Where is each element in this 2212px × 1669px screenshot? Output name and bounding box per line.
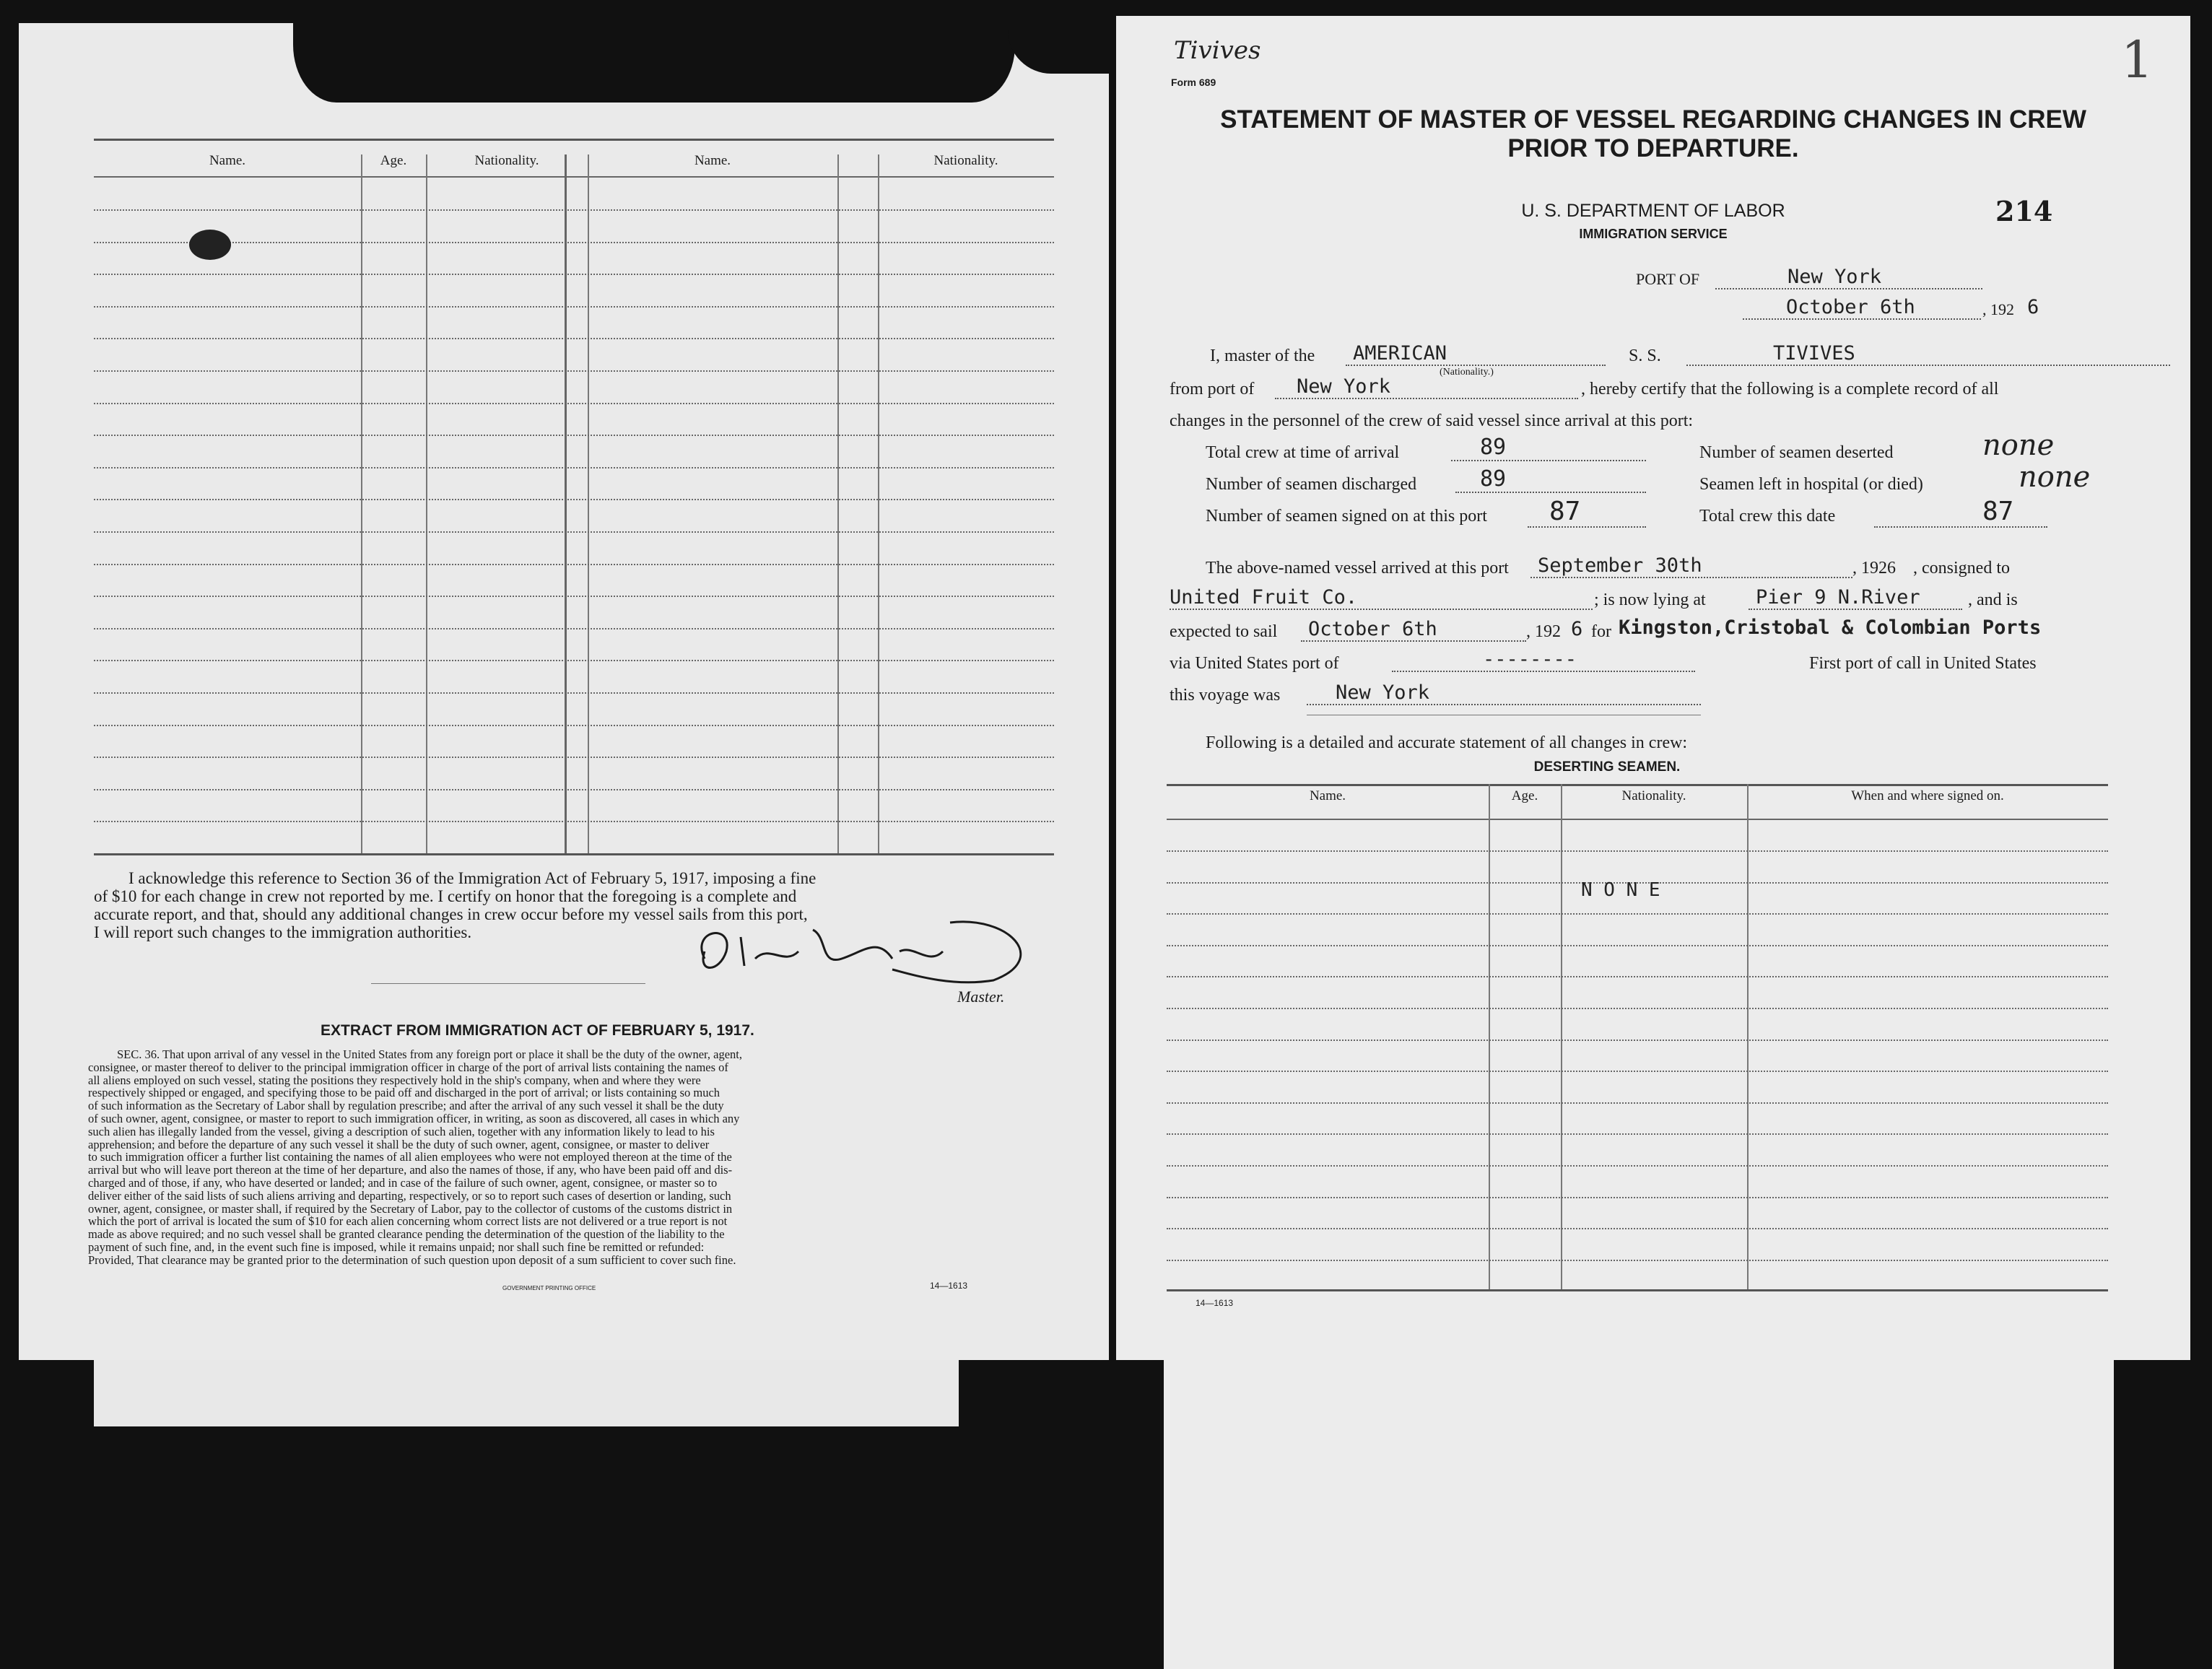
table-row [94,499,1054,500]
form-title [1116,105,2190,163]
title-line: PRIOR TO DEPARTURE. [1507,134,1799,162]
year-prefix: , 192 [1982,300,2014,318]
title-line: STATEMENT OF MASTER OF VESSEL REGARDING CHANGES IN CREW [1220,105,2086,134]
ack-line: of $10 for each change in crew not reported by me. I certify on honor that the foregoing is a complete and [94,887,797,905]
table-row [94,209,1054,211]
hospital-value: none [2019,461,2091,494]
nationality-caption: (Nationality.) [1440,367,1494,378]
and-is: , and is [1968,591,2018,609]
extract-line: such alien has illegally landed from the vessel, giving a description of such alien, together with any information likely to lead to his [88,1124,715,1138]
master-of-label: I, master of the [1210,347,1315,365]
col-divider [878,154,879,853]
handwritten-note: Tivives [1174,36,1261,65]
changes-text: changes in the personnel of the crew of said vessel since arrival at this port: [1170,411,1694,430]
extract-line: payment of such fine, and, in the event such fine is imposed, while it remains unpaid; nor shall such fine be remitted or refunded: [88,1239,705,1254]
table-row [94,403,1054,404]
table-row [1167,1133,2108,1135]
extract-line: consignee, or master thereof to deliver to the principal immigration officer in charge of the port of arrival lists containing the names of [88,1060,728,1074]
extract-line: of such information as the Secretary of Labor shall by regulation prescribe; and after the arrival of any such vessel it shall be the duty [88,1099,724,1113]
extract-line: SEC. 36. That upon arrival of any vessel in the United States from any foreign port or place it shall be the duty of the owner, agent, [117,1047,742,1061]
arrived-value: September 30th [1530,554,1852,578]
from-port-label: from port of [1170,380,1255,398]
via-label: via United States port of [1170,654,1339,673]
via-value: -------- [1392,648,1695,672]
extract-line: owner, agent, consignee, or master shall, if required by the Secretary of Labor, pay to the collector of customs of the customs district in [88,1201,733,1216]
extract-text [88,1048,742,1267]
table-row [94,789,1054,790]
col-divider [361,154,362,853]
table-row [94,725,1054,726]
deserting-table-top [1167,784,2108,786]
col-nationality: Nationality. [474,153,539,168]
extract-line: all aliens employed on such vessel, stating the positions they respectively hold in the ship's company, when and where they were [88,1073,701,1087]
table-row [94,628,1054,629]
table-row [1167,1008,2108,1009]
table-row [94,338,1054,339]
col-divider [1561,784,1562,1289]
col-name: Name. [1309,788,1346,803]
header-rule [94,176,1054,178]
none-entry: N O N E [1581,879,1660,901]
consigned-label: , consigned to [1913,559,2010,578]
torn-edge-right [1008,23,1109,74]
table-row [94,821,1054,822]
table-row [1167,1071,2108,1072]
col-name: Name. [209,153,246,168]
port-value: New York [1715,266,1982,289]
table-row [1167,976,2108,977]
form-number: Form 689 [1171,77,1216,88]
arrived-year: , 1926 [1852,559,1896,578]
total-crew-date-label: Total crew this date [1699,507,1836,526]
total-crew-arrival-label: Total crew at time of arrival [1206,443,1400,462]
pier-value: Pier 9 N.River [1749,586,1962,610]
ink-blot [189,230,231,260]
extract-line: to such immigration officer a further list containing the names of all alien employees who were not employed thereon at the time of the [88,1150,732,1164]
col-signed-on: When and where signed on. [1851,788,2004,803]
table-row [94,531,1054,533]
ss-label: S. S. [1629,347,1661,365]
table-row [94,757,1054,758]
table-row [94,596,1054,597]
deserting-header-rule [1167,819,2108,820]
consignee-value: United Fruit Co. [1170,586,1593,610]
sail-year-digit: 6 [1571,618,1583,640]
extract-line: arrival but who will leave port thereon at the time of her departure, and also the names of those, if any, who have been paid off and dis- [88,1163,733,1177]
table-row [94,274,1054,275]
total-crew-arrival-value: 89 [1451,435,1646,461]
col-name-2: Name. [694,153,731,168]
nationality-value: AMERICAN [1346,342,1606,366]
from-port-value: New York [1275,375,1578,399]
col-divider [837,154,839,853]
extract-line: which the port of arrival is located the sum of $10 for each alien concerning whom correct lists are not delivered or a true report is not [88,1214,728,1229]
signed-on-value: 87 [1528,497,1646,528]
year-digit: 6 [2027,296,2039,318]
col-divider [588,154,589,853]
first-port-label: First port of call in United States [1809,654,2037,673]
col-nationality-2: Nationality. [933,153,998,168]
col-age: Age. [380,153,407,168]
table-row [1167,1165,2108,1167]
for-label: for [1591,622,1611,641]
sail-date-value: October 6th [1301,618,1526,642]
col-divider [565,154,567,853]
table-row [1167,913,2108,915]
extract-line: deliver either of the said lists of such aliens arriving and departing, respectively, or so to report such cases of desertion or landing, such [88,1188,731,1203]
table-row [94,306,1054,308]
date-value: October 6th [1743,296,1981,320]
col-age: Age. [1511,788,1538,803]
left-page [19,23,1109,1360]
voyage-label: this voyage was [1170,686,1281,705]
deserting-table-bottom [1167,1289,2108,1291]
ack-line: I will report such changes to the immigration authorities. [94,923,472,941]
department: U. S. DEPARTMENT OF LABOR [1521,201,1785,221]
table-row [1167,1260,2108,1261]
torn-edge [293,23,1015,103]
table-row [1167,1040,2108,1041]
table-row [94,660,1054,661]
table-top-rule [94,139,1054,141]
total-crew-date-value: 87 [1874,497,2047,528]
expected-label: expected to sail [1170,622,1278,641]
master-signature [676,908,1044,988]
table-row [1167,1197,2108,1198]
signed-on-label: Number of seamen signed on at this port [1206,507,1487,526]
sail-year-prefix: , 192 [1526,622,1561,641]
deserting-title: DESERTING SEAMEN. [1533,759,1681,775]
table-row [94,370,1054,372]
extract-line: of such owner, agent, consignee, or master to report to such immigration officer, in writing, as soon as discovered, all cases in which any [88,1111,740,1125]
left-page-underside [94,1360,959,1426]
table-row [94,564,1054,565]
arrived-label: The above-named vessel arrived at this port [1206,559,1509,578]
printer-mark: GOVERNMENT PRINTING OFFICE [502,1285,596,1291]
table-row [1167,850,2108,852]
page-mark: 1 [2121,30,2154,90]
master-label: Master. [957,988,1005,1006]
table-row [1167,1102,2108,1104]
table-row [94,242,1054,243]
deserted-value: none [1982,429,2055,462]
extract-line: respectively shipped or engaged, and specifying those to be paid off and discharged in the port of arrival; or lists containing so much [88,1086,720,1100]
table-row [1167,945,2108,946]
extract-title: EXTRACT FROM IMMIGRATION ACT OF FEBRUARY 5, 1917. [321,1022,754,1039]
hospital-label: Seamen left in hospital (or died) [1699,475,1923,494]
table-row [1167,1228,2108,1229]
table-row [94,435,1054,436]
extract-line: apprehension; and before the departure of any such vessel it shall be the duty of such owner, agent, consignee, or master to deliver [88,1137,710,1151]
table-bottom-rule [94,853,1054,855]
extract-line: charged and of those, if any, who have deserted or landed; and in case of the failure of such owner, agent, consignee, or master so to [88,1175,718,1190]
certify-text: , hereby certify that the following is a complete record of all [1581,380,1999,398]
col-divider [426,154,427,853]
deserted-label: Number of seamen deserted [1699,443,1894,462]
service: IMMIGRATION SERVICE [1579,227,1728,241]
port-label: PORT OF [1636,270,1700,288]
ship-name: TIVIVES [1686,342,2170,366]
extract-line: made as above required; and no such vessel shall be granted clearance pending the determination of the question of the liability to the [88,1227,725,1242]
right-page-underside [1164,1360,2114,1669]
ack-line: accurate report, and that, should any additional changes in crew occur before my vessel sails from this port, [94,905,808,923]
lying-label: ; is now lying at [1594,591,1706,609]
discharged-label: Number of seamen discharged [1206,475,1417,494]
document-number: 214 [1995,195,2053,227]
form-code-left: 14—1613 [930,1281,968,1291]
right-page [1116,16,2190,1360]
discharged-value: 89 [1455,466,1646,493]
following-text: Following is a detailed and accurate statement of all changes in crew: [1206,733,1688,752]
form-code-right: 14—1613 [1196,1298,1234,1308]
table-row [94,692,1054,694]
col-divider [1747,784,1749,1289]
ack-line: I acknowledge this reference to Section 36 of the Immigration Act of February 5, 1917, imposing a fine [129,869,817,887]
table-row [94,467,1054,469]
col-divider [1489,784,1490,1289]
voyage-value: New York [1307,681,1701,705]
date-line [371,983,645,984]
destination-value: Kingston,Cristobal & Colombian Ports [1619,616,2042,639]
col-nationality: Nationality. [1621,788,1686,803]
extract-line: Provided, That clearance may be granted prior to the determination of such question upon deposit of a sum sufficient to cover such fine. [88,1252,736,1267]
